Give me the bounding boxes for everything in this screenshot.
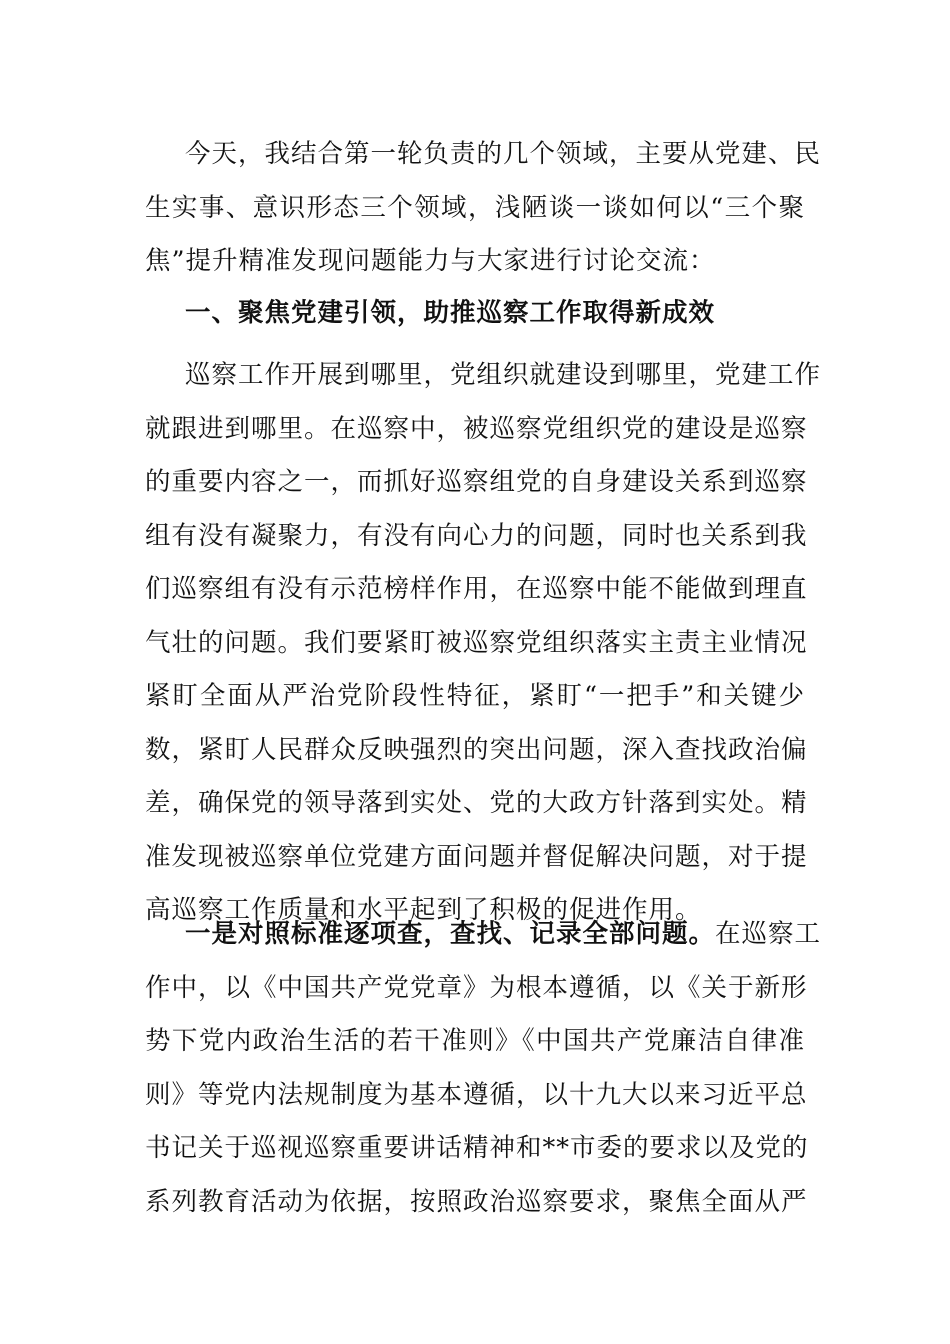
text-line: 准发现被巡察单位党建方面问题并督促解决问题，对于提 bbox=[145, 841, 808, 872]
text-line: 高巡察工作质量和水平起到了积极的促进作用。 bbox=[145, 895, 702, 925]
point-paragraph bbox=[145, 908, 822, 1229]
text-line: 势下党内政治生活的若干准则》《中国共产党廉洁自律准 bbox=[145, 1026, 805, 1056]
text-line: 作中，以《中国共产党党章》为根本遵循，以《关于新形 bbox=[145, 972, 808, 1003]
point-lead: 一是对照标准逐项查，查找、记录全部问题。 bbox=[185, 919, 716, 949]
text-line: 则》等党内法规制度为基本遵循，以十九大以来习近平总 bbox=[145, 1079, 808, 1110]
text-line: 焦”提升精准发现问题能力与大家进行讨论交流： bbox=[145, 246, 716, 276]
text-line: 就跟进到哪里。在巡察中，被巡察党组织党的建设是巡察 bbox=[145, 413, 808, 444]
text-line: 气壮的问题。我们要紧盯被巡察党组织落实主责主业情况 bbox=[145, 627, 808, 658]
text-line: 书记关于巡视巡察重要讲话精神和**市委的要求以及党的 bbox=[145, 1133, 809, 1163]
text-line bbox=[145, 908, 822, 962]
text-line: 紧盯全面从严治党阶段性特征，紧盯“一把手”和关键少 bbox=[145, 681, 805, 711]
text-line: 数，紧盯人民群众反映强烈的突出问题，深入查找政治偏 bbox=[145, 734, 808, 765]
point-lead-tail: 在巡察工 bbox=[715, 919, 822, 949]
heading-text: 一、聚焦党建引领，助推巡察工作取得新成效 bbox=[185, 298, 716, 328]
text-line: 生实事、意识形态三个领域，浅陋谈一谈如何以“三个聚 bbox=[145, 192, 805, 223]
text-line: 系列教育活动为依据，按照政治巡察要求，聚焦全面从严 bbox=[145, 1186, 808, 1217]
text-line: 今天，我结合第一轮负责的几个领域，主要从党建、民 bbox=[185, 139, 822, 169]
section-heading bbox=[145, 287, 805, 341]
text-line: 巡察工作开展到哪里，党组织就建设到哪里，党建工作 bbox=[185, 360, 822, 390]
section-body-paragraph bbox=[145, 349, 822, 938]
text-line: 们巡察组有没有示范榜样作用，在巡察中能不能做到理直 bbox=[145, 574, 808, 604]
text-line: 差，确保党的领导落到实处、党的大政方针落到实处。精 bbox=[145, 788, 808, 818]
text-line: 组有没有凝聚力，有没有向心力的问题，同时也关系到我 bbox=[145, 520, 808, 551]
intro-paragraph bbox=[145, 128, 822, 289]
text-line: 的重要内容之一，而抓好巡察组党的自身建设关系到巡察 bbox=[145, 467, 808, 497]
